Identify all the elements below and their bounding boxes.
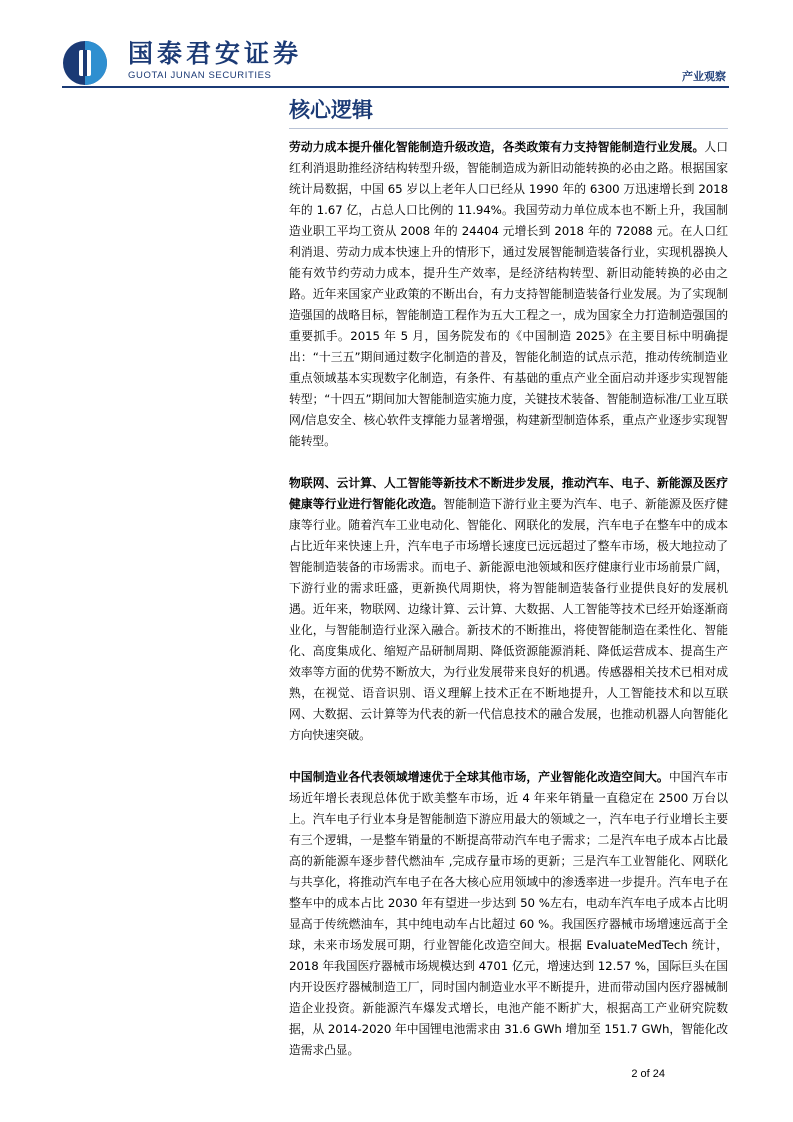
page-header (0, 0, 793, 90)
brand-name-cn: 国泰君安证券 (128, 39, 303, 68)
paragraph-china-manufacturing (289, 767, 728, 1061)
paragraph-body: 智能制造下游行业主要为汽车、电子、新能源及医疗健康等行业。随着汽车工业电动化、智能化、网联化的发展，汽车电子在整车中的成本占比近年来快速上升，汽车电子市场增长速度已远远超过了整车市场，极大地拉动了智能制造装备的市场需求。而电子、新能源电池领域和医疗健康行业市场前景广阔，下游行业的需求旺盛，更新换代周期快，将为智能制造装备行业提供良好的发展机遇。近年来，物联网、边缘计算、云计算、大数据、人工智能等技术已经开始逐渐商业化，与智能制造行业深入融合。新技术的不断推出，将使智能制造在柔性化、智能化、高度集成化、缩短产品研制周期、降低资源能源消耗、降低运营成本、提高生产效率等方面的优势不断放大，为行业发展带来良好的机遇。传感器相关技术已相对成熟，在视觉、语音识别、语义理解上技术正在不断地提升，人工智能技术和以互联网、大数据、云计算等为代表的新一代信息技术的融合发展，也推动机器人向智能化方向快速突破。 (289, 497, 729, 742)
section-tag: 产业观察 (682, 70, 726, 83)
paragraph-lead: 物联网、云计算、人工智能等新技术不断进步发展，推动汽车、电子、新能源及医疗健康等行业进行智能化改造。 (289, 476, 728, 511)
paragraph-body: 中国汽车市场近年增长表现总体优于欧美整车市场，近 4 年来年销量一直稳定在 2500 万台以上。汽车电子行业本身是智能制造下游应用最大的领域之一，汽车电子行业增长主要有三个逻辑，一是整车销量的不断提高带动汽车电子需求；二是汽车电子成本占比最高的新能源车逐步替代燃油车 ,完成存量市场的更新；三是汽车工业智能化、网联化与共享化，将推动汽车电子在各大核心应用领域中的渗透率进一步提升。汽车电子在整车中的成本占比 2030 年有望进一步达到 50 %左右，电动车汽车电子成本占比明显高于传统燃油车，其中纯电动车占比超过 60 %。我国医疗器械市场增速远高于全球，未来市场发展可期，行业智能化改造空间大。根据 EvaluateMedTech 统计，2018 年我国医疗器械市场规模达到 4701 亿元，增速达到 12.57 %，国际巨头在国内开设医疗器械制造工厂，同时国内制造业水平不断提升，进而带动国内医疗器械制造企业投资。新能源汽车爆发式增长，电池产能不断扩大，根据高工产业研究院数据，从 2014-2020 年中国锂电池需求由 31.6 GWh 增加至 151.7 GWh，智能化改造需求凸显。 (289, 770, 728, 1057)
brand-name-en: GUOTAI JUNAN SECURITIES (128, 70, 272, 81)
header-divider (62, 86, 729, 88)
guotai-junan-logo-icon (62, 40, 108, 86)
section-title: 核心逻辑 (289, 96, 728, 129)
page-number: 2 of 24 (631, 1068, 665, 1080)
paragraph-body: 人口红利消退助推经济结构转型升级，智能制造成为新旧动能转换的必由之路。根据国家统计局数据，中国 65 岁以上老年人口已经从 1990 年的 6300 万迅速增长到 2018 年的 1.67 亿，占总人口比例的 11.94%。我国劳动力单位成本也不断上升，我国制造业职工平均工资从 2008 年的 24404 元增长到 2018 年的 72088 元。在人口红利消退、劳动力成本快速上升的情形下，通过发展智能制造装备行业，实现机器换人能有效节约劳动力成本，提升生产效率，是经济结构转型、新旧动能转换的必由之路。近年来国家产业政策的不断出台，有力支持智能制造装备行业发展。为了实现制造强国的战略目标，智能制造工程作为五大工程之一，成为国家全力打造制造强国的重要抓手。2015 年 5 月，国务院发布的《中国制造 2025》在主要目标中明确提出：“十三五”期间通过数字化制造的普及，智能化制造的试点示范，推动传统制造业重点领域基本实现数字化制造，有条件、有基础的重点产业全面启动并逐步实现智能转型；“十四五”期间加大智能制造实施力度，关键技术装备、智能制造标准/工业互联网/信息安全、核心软件支撑能力显著增强，构建新型制造体系，重点产业逐步实现智能转型。 (289, 140, 728, 448)
main-content (289, 92, 728, 1082)
paragraph-labor-cost (289, 137, 728, 452)
paragraph-lead: 劳动力成本提升催化智能制造升级改造，各类政策有力支持智能制造行业发展。 (289, 140, 705, 154)
paragraph-new-technology (289, 473, 728, 746)
paragraph-lead: 中国制造业各代表领域增速优于全球其他市场，产业智能化改造空间大。 (289, 770, 669, 784)
